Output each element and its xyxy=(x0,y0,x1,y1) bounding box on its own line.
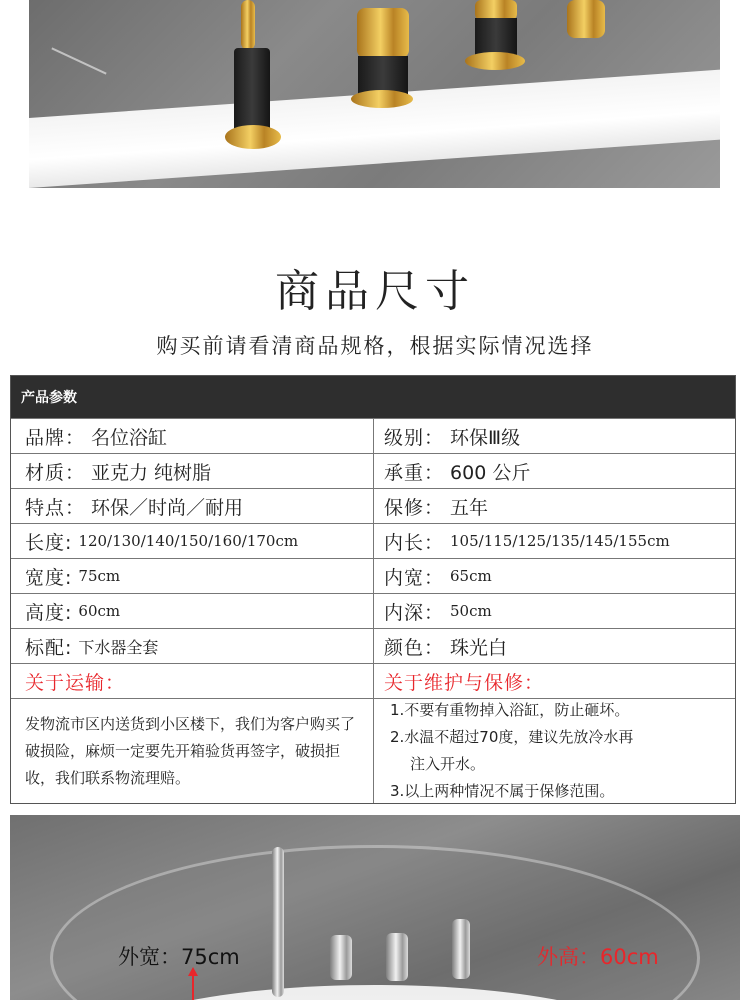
outer-height-label: 外高：60cm xyxy=(537,945,659,969)
page-title: 商品尺寸 xyxy=(275,266,475,317)
spec-cell xyxy=(11,629,373,663)
spec-cell xyxy=(11,559,373,593)
spec-cell xyxy=(11,489,373,523)
spec-cell xyxy=(373,419,735,453)
spec-value: 下水器全套 xyxy=(78,637,159,657)
spec-key: 品牌： xyxy=(25,426,86,449)
spec-cell xyxy=(11,524,373,558)
spec-key: 材质： xyxy=(25,461,86,484)
spec-cell xyxy=(11,454,373,488)
spec-key: 长度: xyxy=(25,531,73,554)
spec-value: 65cm xyxy=(450,567,492,585)
spec-key: 标配: xyxy=(25,636,73,659)
maintenance-title: 关于维护与保修： xyxy=(373,664,735,698)
faucet-handle xyxy=(330,935,352,980)
spec-value: 60cm xyxy=(78,602,121,620)
table-row xyxy=(11,628,735,663)
maintenance-notes xyxy=(373,699,735,803)
spec-cell xyxy=(373,559,735,593)
spec-value: 75cm xyxy=(78,567,121,585)
spec-key: 级别： xyxy=(384,426,445,449)
spec-key: 颜色： xyxy=(384,636,445,659)
spec-key: 内宽： xyxy=(384,566,445,589)
outer-width-label: 外宽：75cm xyxy=(118,945,240,969)
spec-key: 内深： xyxy=(384,601,445,624)
spec-value: 105/115/125/135/145/155cm xyxy=(450,532,670,550)
table-row xyxy=(11,523,735,558)
spec-value: 600 公斤 xyxy=(450,461,531,484)
dimension-arrow-line xyxy=(192,975,194,1000)
spec-key: 宽度: xyxy=(25,566,73,589)
spec-cell xyxy=(11,419,373,453)
maintenance-note-1: 1.不要有重物掉入浴缸，防止砸坏。 xyxy=(390,701,630,719)
page-subtitle: 购买前请看清商品规格，根据实际情况选择 xyxy=(156,334,594,358)
table-row xyxy=(11,453,735,488)
spec-table xyxy=(10,375,736,804)
spec-cell xyxy=(373,594,735,628)
shipping-note: 发物流市区内送货到小区楼下，我们为客户购买了破损险，麻烦一定要先开箱验货再签字，破损拒收，我们联系物流理赔。 xyxy=(25,714,356,787)
shipping-title: 关于运输： xyxy=(25,671,126,694)
spec-value: 珠光白 xyxy=(450,636,508,659)
tub-rim xyxy=(50,845,700,1000)
spec-key: 保修： xyxy=(384,496,445,519)
table-row xyxy=(11,593,735,628)
spec-value: 环保Ⅲ级 xyxy=(450,426,521,449)
faucet-ring xyxy=(225,125,281,149)
faucet-handle xyxy=(357,8,409,58)
table-row xyxy=(11,663,735,698)
spec-value: 120/130/140/150/160/170cm xyxy=(78,532,299,550)
marble-vein xyxy=(51,47,106,74)
spec-value: 50cm xyxy=(450,602,492,620)
spec-cell xyxy=(373,524,735,558)
spec-value: 名位浴缸 xyxy=(91,426,168,449)
spec-cell xyxy=(11,594,373,628)
faucet-handle xyxy=(386,933,408,981)
maintenance-note-3: 3.以上两种情况不属于保修范围。 xyxy=(390,782,615,800)
faucet-ring xyxy=(351,90,413,108)
spec-value: 亚克力 纯树脂 xyxy=(91,461,212,484)
table-row xyxy=(11,558,735,593)
spec-table-heading: 产品参数 xyxy=(11,376,735,418)
spec-cell xyxy=(373,489,735,523)
table-row xyxy=(11,698,735,803)
spec-key: 高度: xyxy=(25,601,73,624)
spec-key: 承重： xyxy=(384,461,445,484)
maintenance-note-2-cont: 注入开水。 xyxy=(410,755,486,773)
maintenance-note-2: 2.水温不超过70度，建议先放冷水再 xyxy=(390,728,634,746)
spec-key: 特点： xyxy=(25,496,86,519)
spec-cell xyxy=(373,629,735,663)
faucet-spout xyxy=(272,847,284,997)
spec-cell xyxy=(373,454,735,488)
top-product-photo xyxy=(29,0,720,188)
faucet-handle xyxy=(567,0,605,38)
spec-value: 环保／时尚／耐用 xyxy=(91,496,244,519)
faucet-handle xyxy=(452,919,470,979)
faucet-spout xyxy=(241,0,255,50)
table-row xyxy=(11,418,735,453)
spec-key: 内长： xyxy=(384,531,445,554)
table-row xyxy=(11,488,735,523)
faucet-spout xyxy=(475,0,517,20)
bottom-product-photo xyxy=(10,815,740,1000)
spec-value: 五年 xyxy=(450,496,489,519)
faucet-ring xyxy=(465,52,525,70)
